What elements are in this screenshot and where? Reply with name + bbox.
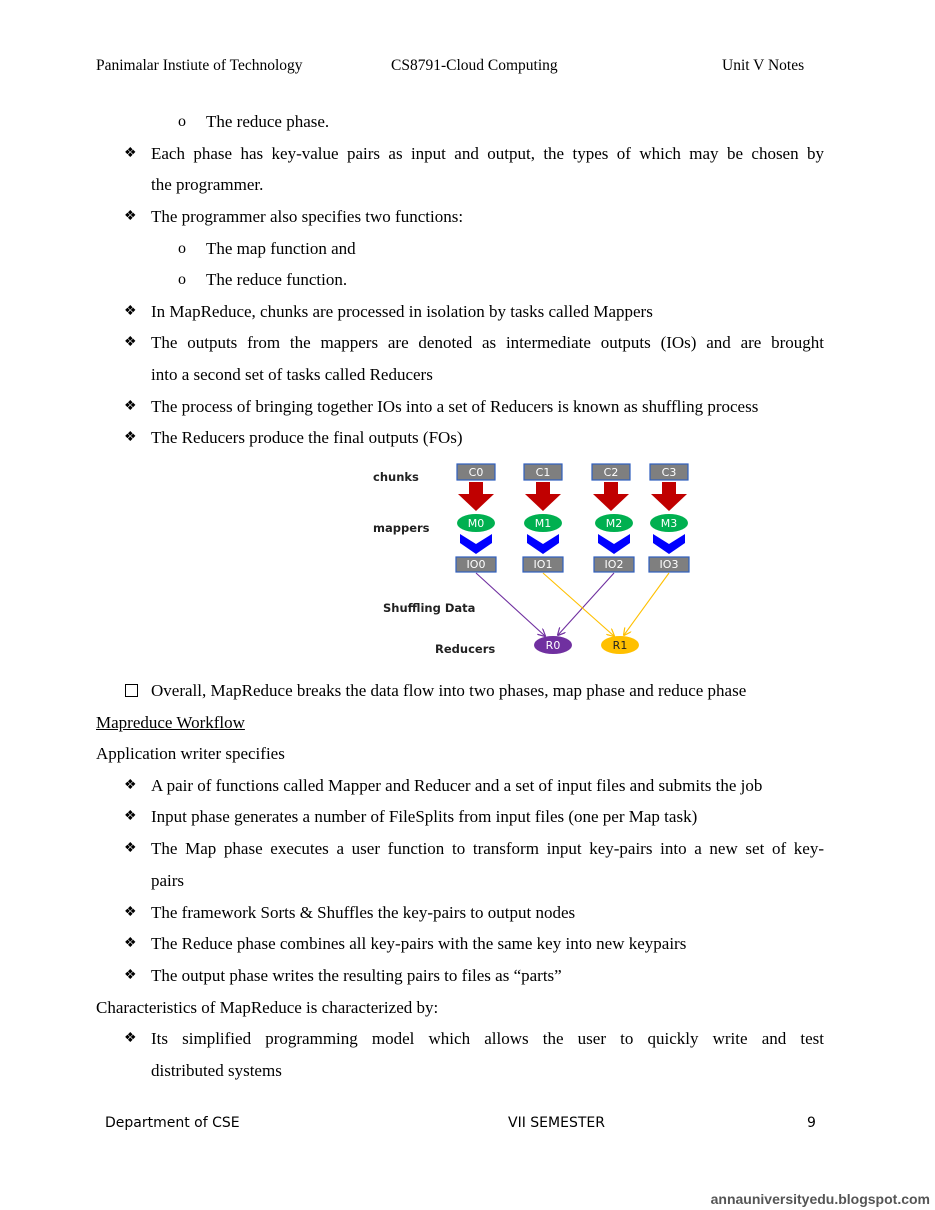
bullet-phase-kv-line1: Each phase has key-value pairs as input and output, the types of which may be chosen by bbox=[151, 144, 824, 163]
bullet-intermediate-line1: The outputs from the mappers are denoted as intermediate outputs (IOs) and are brought bbox=[151, 333, 824, 352]
io-label: IO3 bbox=[659, 558, 679, 571]
bullet-intermediate-line2: into a second set of tasks called Reducers bbox=[151, 365, 433, 384]
watermark: annauniversityedu.blogspot.com bbox=[710, 1191, 930, 1207]
characteristics-intro: Characteristics of MapReduce is characterized by: bbox=[96, 998, 439, 1017]
sub-item-map-function: The map function and bbox=[206, 239, 356, 258]
diamond-bullet-icon: ❖ bbox=[124, 809, 137, 824]
diamond-bullet-icon: ❖ bbox=[124, 905, 137, 920]
chunk-label: C3 bbox=[661, 466, 677, 479]
diamond-bullet-icon: ❖ bbox=[124, 841, 137, 856]
reducer-label: R1 bbox=[612, 639, 628, 652]
workflow-heading: Mapreduce Workflow bbox=[96, 713, 245, 732]
chevron-down-icon bbox=[527, 534, 559, 554]
diagram-label-chunks: chunks bbox=[373, 470, 419, 484]
chevron-down-icon bbox=[598, 534, 630, 554]
diagram-label-mappers: mappers bbox=[373, 521, 430, 535]
workflow-item-sort-shuffle: The framework Sorts & Shuffles the key-pairs to output nodes bbox=[151, 903, 576, 922]
diamond-bullet-icon: ❖ bbox=[124, 209, 137, 224]
reducer-label: R0 bbox=[545, 639, 561, 652]
header-course: CS8791-Cloud Computing bbox=[391, 57, 558, 74]
diagram-label-shuffling: Shuffling Data bbox=[383, 601, 476, 615]
diamond-bullet-icon: ❖ bbox=[124, 778, 137, 793]
footer-semester: VII SEMESTER bbox=[508, 1115, 605, 1131]
circle-bullet-icon: o bbox=[178, 113, 186, 130]
io-label: IO0 bbox=[466, 558, 486, 571]
chunk-label: C1 bbox=[535, 466, 551, 479]
overall-summary: Overall, MapReduce breaks the data flow into two phases, map phase and reduce phase bbox=[151, 681, 747, 700]
circle-bullet-icon: o bbox=[178, 240, 186, 257]
shuffle-edge-io2-r0 bbox=[558, 573, 614, 635]
diamond-bullet-icon: ❖ bbox=[124, 968, 137, 983]
down-arrow-icon bbox=[651, 482, 687, 511]
square-bullet-icon bbox=[125, 684, 138, 697]
header-institute: Panimalar Instiute of Technology bbox=[96, 57, 303, 74]
down-arrow-icon bbox=[525, 482, 561, 511]
diamond-bullet-icon: ❖ bbox=[124, 399, 137, 414]
workflow-item-map-phase-line2: pairs bbox=[151, 871, 185, 890]
footer-department: Department of CSE bbox=[105, 1115, 240, 1131]
diamond-bullet-icon: ❖ bbox=[124, 146, 137, 161]
io-label: IO2 bbox=[604, 558, 624, 571]
diamond-bullet-icon: ❖ bbox=[124, 430, 137, 445]
chevron-down-icon bbox=[653, 534, 685, 554]
circle-bullet-icon: o bbox=[178, 271, 186, 288]
shuffle-edge-io0-r0 bbox=[476, 573, 545, 636]
chunk-label: C2 bbox=[603, 466, 619, 479]
sub-item-reduce-phase: The reduce phase. bbox=[206, 112, 330, 131]
diamond-bullet-icon: ❖ bbox=[124, 304, 137, 319]
chevron-down-icon bbox=[460, 534, 492, 554]
diamond-bullet-icon: ❖ bbox=[124, 936, 137, 951]
mapper-label: M3 bbox=[660, 517, 678, 530]
mapper-label: M0 bbox=[467, 517, 485, 530]
workflow-item-map-phase-line1: The Map phase executes a user function to transform input key-pairs into a new set of key- bbox=[151, 839, 824, 858]
workflow-item-reduce-phase: The Reduce phase combines all key-pairs with the same key into new keypairs bbox=[151, 934, 687, 953]
bullet-phase-kv-line2: the programmer. bbox=[151, 175, 264, 194]
mapper-label: M2 bbox=[605, 517, 623, 530]
diamond-bullet-icon: ❖ bbox=[124, 335, 137, 350]
diagram-label-reducers: Reducers bbox=[435, 642, 496, 656]
shuffle-edge-io1-r1 bbox=[543, 573, 614, 636]
workflow-intro: Application writer specifies bbox=[96, 744, 285, 763]
io-label: IO1 bbox=[533, 558, 553, 571]
bullet-mappers: In MapReduce, chunks are processed in isolation by tasks called Mappers bbox=[151, 302, 653, 321]
workflow-item-input-phase: Input phase generates a number of FileSplits from input files (one per Map task) bbox=[151, 807, 698, 826]
bullet-two-functions: The programmer also specifies two functions: bbox=[151, 207, 464, 226]
diamond-bullet-icon: ❖ bbox=[124, 1031, 137, 1046]
mapper-label: M1 bbox=[534, 517, 552, 530]
bullet-shuffling: The process of bringing together IOs into a set of Reducers is known as shuffling process bbox=[151, 397, 759, 416]
characteristics-item-line1: Its simplified programming model which allows the user to quickly write and test bbox=[151, 1029, 824, 1048]
down-arrow-icon bbox=[593, 482, 629, 511]
sub-item-reduce-function: The reduce function. bbox=[206, 270, 348, 289]
down-arrow-icon bbox=[458, 482, 494, 511]
bullet-final-outputs: The Reducers produce the final outputs (FOs) bbox=[151, 428, 463, 447]
workflow-item-functions: A pair of functions called Mapper and Reducer and a set of input files and submits the job bbox=[151, 776, 763, 795]
characteristics-item-line2: distributed systems bbox=[151, 1061, 282, 1080]
chunk-label: C0 bbox=[468, 466, 484, 479]
header-unit: Unit V Notes bbox=[722, 57, 805, 74]
workflow-item-output-phase: The output phase writes the resulting pairs to files as “parts” bbox=[151, 966, 562, 985]
shuffle-edge-io3-r1 bbox=[624, 573, 669, 635]
footer-page-number: 9 bbox=[807, 1115, 816, 1131]
